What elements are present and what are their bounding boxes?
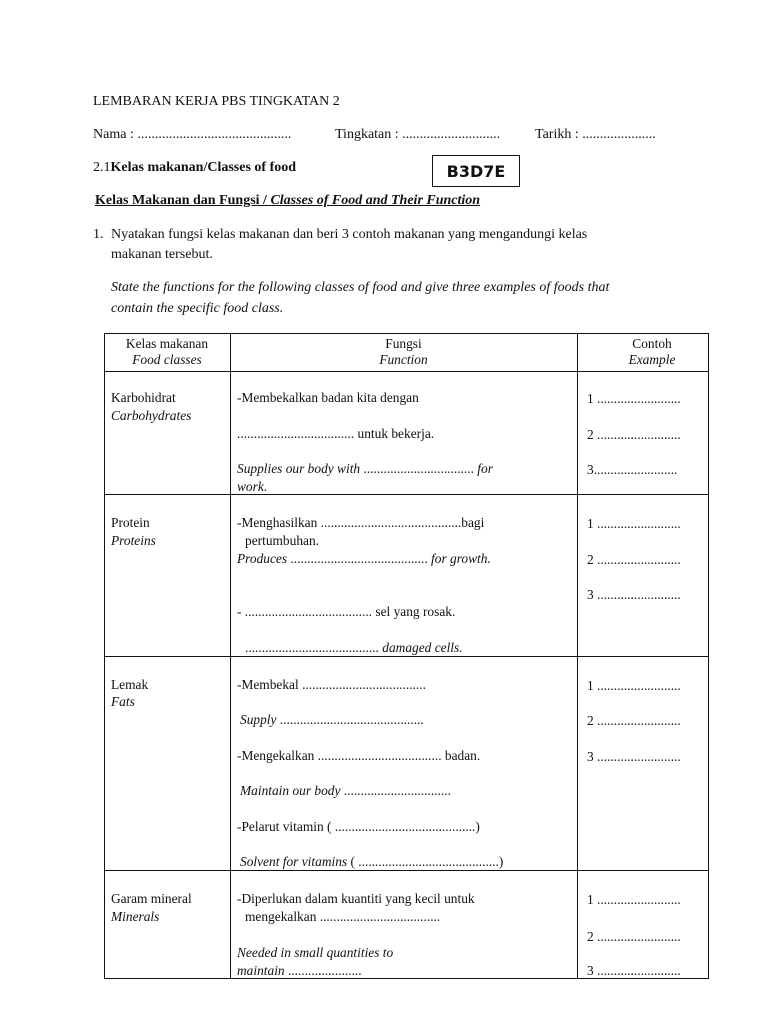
function-text: Supply (240, 712, 277, 727)
blank-dots: ................................ (340, 783, 451, 798)
section-title: Kelas makanan/Classes of food (110, 160, 297, 175)
worksheet-title: LEMBARAN KERJA PBS TINGKATAN 2 (93, 94, 340, 109)
table-column-divider (577, 333, 578, 979)
class-name: Lemak (111, 677, 149, 692)
function-blank[interactable]: -Menghasilkan ..........................................bagi (237, 515, 485, 530)
section-heading (93, 160, 296, 176)
table-divider (104, 870, 709, 871)
class-name: Garam mineral (111, 891, 192, 906)
example-blank[interactable]: 3......................... (587, 462, 678, 477)
worksheet-code: B3D7E (432, 155, 520, 187)
example-blank[interactable]: 2 ......................... (587, 427, 681, 442)
function-blank[interactable]: mengekalkan .................................... (245, 909, 441, 924)
header-col1-ms: Kelas makanan (125, 336, 209, 351)
class-name: Protein (111, 515, 150, 530)
function-blank[interactable]: - ...................................... sel yang rosak. (237, 604, 456, 619)
question-line-1: Nyatakan fungsi kelas makanan dan beri 3 contoh makanan yang mengandungi kelas (111, 227, 588, 242)
function-blank[interactable]: -Pelarut vitamin ( ..........................................) (237, 819, 480, 834)
example-blank[interactable]: 2 ......................... (587, 929, 681, 944)
class-name: Karbohidrat (111, 390, 176, 405)
header-food-classes (104, 336, 230, 368)
function-blank[interactable] (237, 963, 362, 979)
class-name-en: Proteins (111, 533, 156, 548)
example-blank[interactable]: 1 ......................... (587, 391, 681, 406)
header-col3-en: Example (628, 352, 676, 367)
table-column-divider (230, 333, 231, 979)
name-field[interactable]: Nama : ............................................ (93, 127, 292, 142)
function-blank[interactable] (240, 783, 451, 799)
function-text: Produces (237, 551, 288, 566)
table-border-left (104, 333, 105, 979)
function-blank[interactable] (240, 854, 503, 870)
header-col1-en: Food classes (132, 352, 202, 367)
question-en-line-2: contain the specific food class. (111, 301, 284, 316)
header-function (230, 336, 577, 368)
example-blank[interactable]: 1 ......................... (587, 516, 681, 531)
function-line (237, 479, 267, 495)
example-blank[interactable]: 1 ......................... (587, 892, 681, 907)
class-name-en: Minerals (111, 909, 160, 924)
example-blank[interactable]: 3 ......................... (587, 749, 681, 764)
function-text: for (477, 461, 493, 476)
question-en-line-1: State the functions for the following classes of food and give three examples of foods that (111, 280, 610, 295)
question-line-2: makanan tersebut. (111, 247, 213, 262)
function-line: -Membekalkan badan kita dengan (237, 390, 419, 405)
blank-dots: ( ..........................................) (347, 854, 504, 869)
function-blank[interactable]: -Membekal ..................................... (237, 677, 426, 692)
function-text: maintain (237, 963, 285, 978)
blank-dots: ........................................... (276, 712, 424, 727)
example-blank[interactable]: 3 ......................... (587, 587, 681, 602)
header-col2-en: Function (379, 352, 428, 367)
function-text: . (263, 479, 268, 494)
function-blank[interactable] (237, 461, 493, 477)
subtitle-en: Classes of Food and Their Function (270, 193, 481, 208)
form-field[interactable]: Tingkatan : ............................ (335, 127, 501, 142)
subtitle-ms: Kelas Makanan dan Fungsi / (95, 193, 271, 208)
table-divider (104, 494, 709, 495)
function-blank[interactable]: -Mengekalkan ..................................... badan. (237, 748, 481, 763)
example-blank[interactable]: 3 ......................... (587, 963, 681, 978)
function-line: -Diperlukan dalam kuantiti yang kecil untuk (237, 891, 475, 906)
class-name-en: Fats (111, 694, 135, 709)
subtitle (95, 193, 480, 209)
question-number: 1. (93, 227, 104, 242)
blank-dots: ...................... (284, 963, 362, 978)
header-col3-ms: Contoh (632, 336, 672, 351)
class-name-en: Carbohydrates (111, 408, 192, 423)
table-border-right (708, 333, 709, 979)
function-text: damaged cells. (382, 640, 463, 655)
header-col2-ms: Fungsi (385, 336, 422, 351)
blank-dots: ........................................ (245, 640, 383, 655)
table-border-top (104, 333, 709, 334)
function-blank[interactable] (245, 640, 463, 656)
function-blank[interactable] (237, 551, 491, 567)
table-divider (104, 656, 709, 657)
function-text: work (237, 479, 264, 494)
example-blank[interactable]: 2 ......................... (587, 713, 681, 728)
date-field[interactable]: Tarikh : ..................... (535, 127, 656, 142)
example-blank[interactable]: 2 ......................... (587, 552, 681, 567)
function-line: pertumbuhan. (245, 533, 320, 548)
blank-dots: ......................................... (287, 551, 432, 566)
food-class-table (104, 333, 709, 979)
function-blank[interactable] (240, 712, 424, 728)
function-text: Solvent for vitamins (240, 854, 348, 869)
function-text: Supplies our body with (237, 461, 361, 476)
section-number: 2.1 (93, 160, 111, 175)
function-line: Needed in small quantities to (237, 945, 394, 960)
function-text: for growth. (431, 551, 491, 566)
blank-dots: ................................. (360, 461, 478, 476)
function-blank[interactable]: ................................... untuk bekerja. (237, 426, 435, 441)
header-example (577, 336, 727, 368)
table-divider (104, 371, 709, 372)
function-text: Maintain our body (240, 783, 341, 798)
example-blank[interactable]: 1 ......................... (587, 678, 681, 693)
